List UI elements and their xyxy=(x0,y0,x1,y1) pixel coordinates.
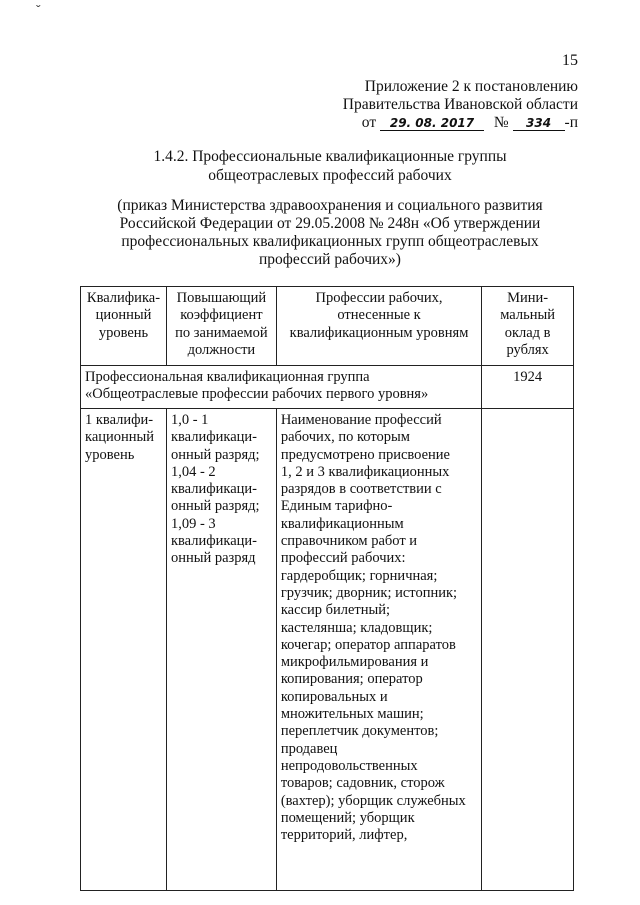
appendix-line-2: Правительства Ивановской области xyxy=(342,96,578,113)
header-professions: Профессии рабочих, отнесенные к квалификационным уровням xyxy=(276,287,481,366)
order-reference-line-1: (приказ Министерства здравоохранения и социального развития xyxy=(117,197,543,214)
header-coefficient: Повышающий коэффициент по занимаемой должности xyxy=(166,287,276,366)
group-name: Профессиональная квалификационная группа «Общеотраслевые профессии рабочих первого уровня» xyxy=(81,366,482,409)
appendix-line-1: Приложение 2 к постановлению xyxy=(364,78,578,95)
row-coefficients: 1,0 - 1 квалификаци- онный разряд; 1,04 - 2 квалификаци- онный разряд; 1,09 - 3 квалификаци- онный разряд xyxy=(166,409,276,891)
page-number: 15 xyxy=(562,52,578,69)
section-title-line-1: 1.4.2. Профессиональные квалификационные группы xyxy=(153,148,507,165)
appendix-number: 334 xyxy=(513,116,565,131)
header-qualification-level: Квалифика- ционный уровень xyxy=(81,287,167,366)
appendix-number-prefix: № xyxy=(493,114,509,131)
section-title xyxy=(80,147,580,185)
row-professions: Наименование профессий рабочих, по которым предусмотрено присвоение 1, 2 и 3 квалификационных разрядов в соответствии с Единым тарифно- квалификационным справочником работ и профессий рабочих: гардеробщик; горничная; грузчик; дворник; истопник; кассир билетный; кастелянша; кладовщик; кочегар; оператор аппаратов микрофильмирования и копирования; оператор копировальных и множительных машин; переплетчик документов; продавец непродовольственных товаров; садовник, сторож (вахтер); уборщик служебных помещений; уборщик территорий, лифтер, xyxy=(276,409,481,891)
appendix-block xyxy=(343,78,578,132)
appendix-from-prefix: от xyxy=(361,114,377,131)
table-row xyxy=(81,409,574,891)
appendix-line-3 xyxy=(343,114,578,132)
header-min-salary: Мини- мальный оклад в рублях xyxy=(482,287,574,366)
order-reference xyxy=(80,197,580,269)
row-salary xyxy=(482,409,574,891)
qualification-table xyxy=(80,286,574,891)
section-title-line-2: общеотраслевых профессий рабочих xyxy=(208,167,452,184)
order-reference-line-3: профессиональных квалификационных групп общеотраслевых xyxy=(121,233,539,250)
table-header-row xyxy=(81,287,574,366)
appendix-suffix: -п xyxy=(564,114,578,131)
row-level: 1 квалифи- кационный уровень xyxy=(81,409,167,891)
table-group-row xyxy=(81,366,574,409)
appendix-date: 29. 08. 2017 xyxy=(380,116,484,131)
corner-mark: ˇ xyxy=(36,2,41,18)
order-reference-line-2: Российской Федерации от 29.05.2008 № 248н «Об утверждении xyxy=(119,215,541,232)
order-reference-line-4: профессий рабочих») xyxy=(259,251,401,268)
group-salary: 1924 xyxy=(482,366,574,409)
